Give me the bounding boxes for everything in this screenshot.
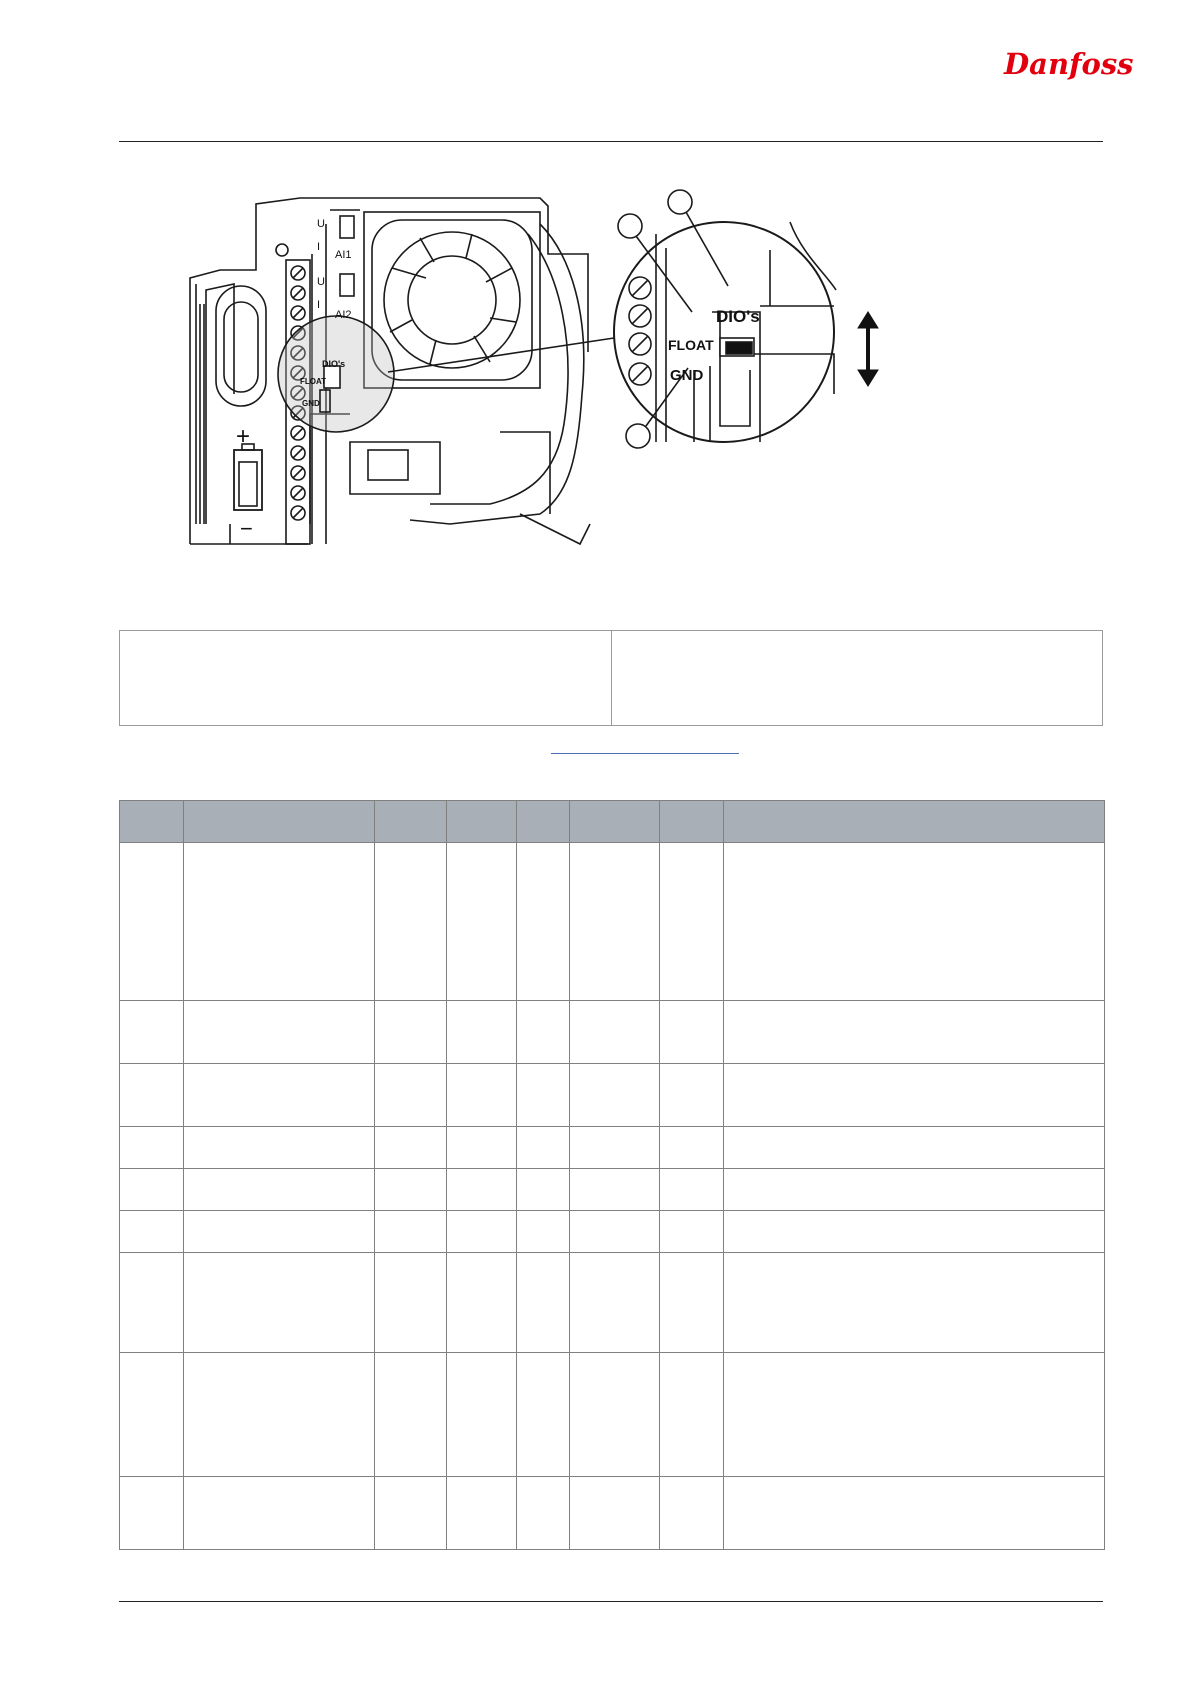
table-row (120, 1169, 1105, 1211)
double-arrow-icon (858, 312, 878, 386)
label-dios-small: DIO's (322, 359, 346, 369)
label-u-1: U (317, 218, 325, 230)
table-row (120, 1477, 1105, 1550)
table-row (120, 1353, 1105, 1477)
header-cell (660, 801, 724, 843)
footer-rule (119, 1601, 1103, 1602)
callout-circle-icon (626, 424, 650, 448)
danfoss-logo (1000, 44, 1134, 84)
label-float-large: FLOAT (668, 337, 714, 353)
label-minus: − (240, 516, 253, 541)
header-cell (375, 801, 447, 843)
table-row (120, 843, 1105, 1001)
header-cell (184, 801, 375, 843)
label-plus: + (236, 423, 251, 450)
header-cell (120, 801, 184, 843)
cross-reference-link[interactable] (551, 753, 739, 754)
label-i-2: I (317, 299, 321, 311)
label-dios-large: DIO's (716, 307, 760, 326)
legend-cell-right (611, 631, 1103, 725)
legend-cell-left (120, 631, 611, 725)
table-row (120, 1211, 1105, 1253)
header-cell (447, 801, 517, 843)
header-cell (517, 801, 570, 843)
parameter-table (119, 800, 1105, 1550)
header-cell (570, 801, 660, 843)
header-rule (119, 141, 1103, 142)
label-i-1: I (317, 241, 321, 253)
label-gnd-small: GND (302, 399, 320, 408)
table-header-row (120, 801, 1105, 843)
label-ai2: AI2 (335, 309, 352, 321)
battery-icon (234, 444, 262, 510)
callout-circle-icon (618, 214, 642, 238)
header-cell (724, 801, 1105, 843)
table-row (120, 1127, 1105, 1169)
callout-circle-icon (668, 190, 692, 214)
label-gnd-large: GND (670, 367, 704, 384)
label-u-2: U (317, 276, 325, 288)
figure-legend-table (119, 630, 1103, 726)
label-float-small: FLOAT (300, 377, 327, 386)
table-row (120, 1001, 1105, 1064)
dio-jumper-figure (190, 194, 950, 594)
danfoss-logo-text: Danfoss (1004, 47, 1134, 81)
table-row (120, 1064, 1105, 1127)
table-row (120, 1253, 1105, 1353)
label-ai1: AI1 (335, 249, 352, 261)
